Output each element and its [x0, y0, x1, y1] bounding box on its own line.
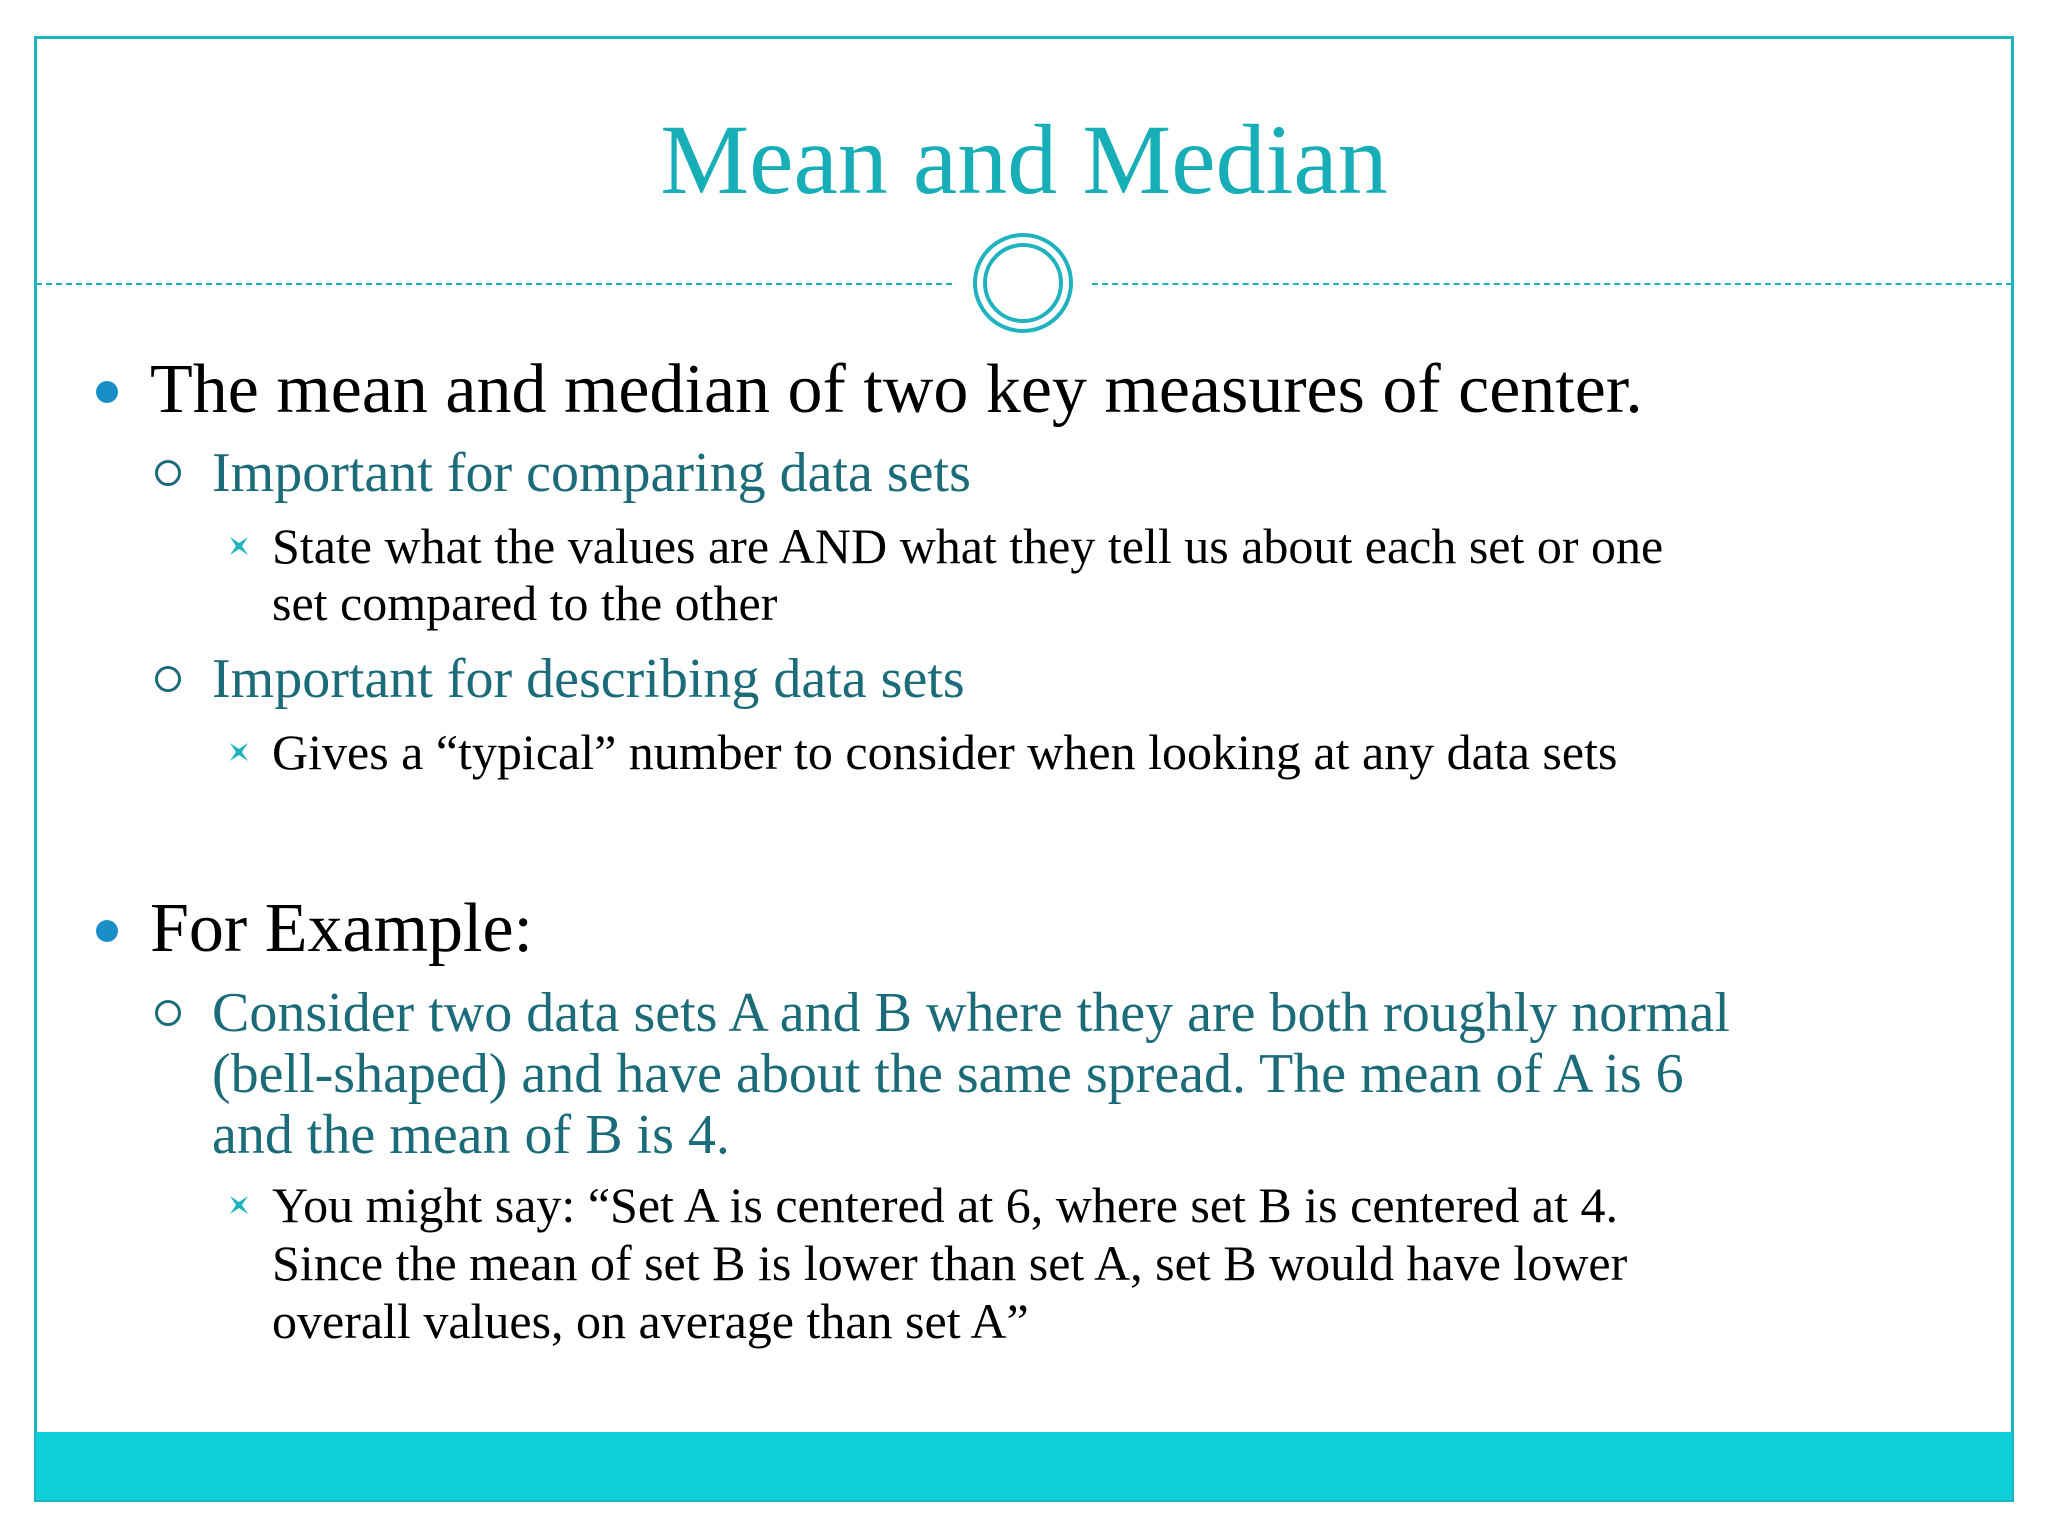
level3-bullet-text-line: set compared to the other — [272, 575, 778, 631]
level1-bullet-icon — [96, 381, 118, 403]
level1-bullet-text: For Example: — [150, 890, 533, 967]
level3-bullet-text-line: Since the mean of set B is lower than set A, set B would have lower — [272, 1235, 1628, 1291]
level3-bullet-text-line: You might say: “Set A is centered at 6, where set B is centered at 4. — [272, 1177, 1619, 1233]
level3-bullet-icon — [228, 1194, 250, 1216]
level3-bullet-text-line: Gives a “typical” number to consider when looking at any data sets — [272, 724, 1618, 780]
level3-bullet-text-line: overall values, on average than set A” — [272, 1293, 1029, 1349]
level1-bullet-icon — [96, 920, 118, 942]
level2-bullet-icon — [155, 1000, 181, 1026]
level3-bullet-text-line: State what the values are AND what they tell us about each set or one — [272, 518, 1664, 574]
level2-bullet-text-line: Consider two data sets A and B where they are both roughly normal — [212, 982, 1730, 1044]
level2-bullet-icon — [155, 666, 181, 692]
level3-bullet-icon — [228, 741, 250, 763]
level1-bullet-text: The mean and median of two key measures of center. — [150, 351, 1643, 428]
level2-bullet-text: Important for comparing data sets — [212, 442, 971, 504]
level3-bullet-icon — [228, 535, 250, 557]
level2-bullet-text-line: (bell-shaped) and have about the same spread. The mean of A is 6 — [212, 1043, 1684, 1105]
level2-bullet-icon — [155, 460, 181, 486]
level2-bullet-text-line: and the mean of B is 4. — [212, 1104, 730, 1166]
slide-title: Mean and Median — [660, 104, 1388, 215]
level2-bullet-text: Important for describing data sets — [212, 648, 965, 710]
footer-bar — [36, 1432, 2012, 1500]
